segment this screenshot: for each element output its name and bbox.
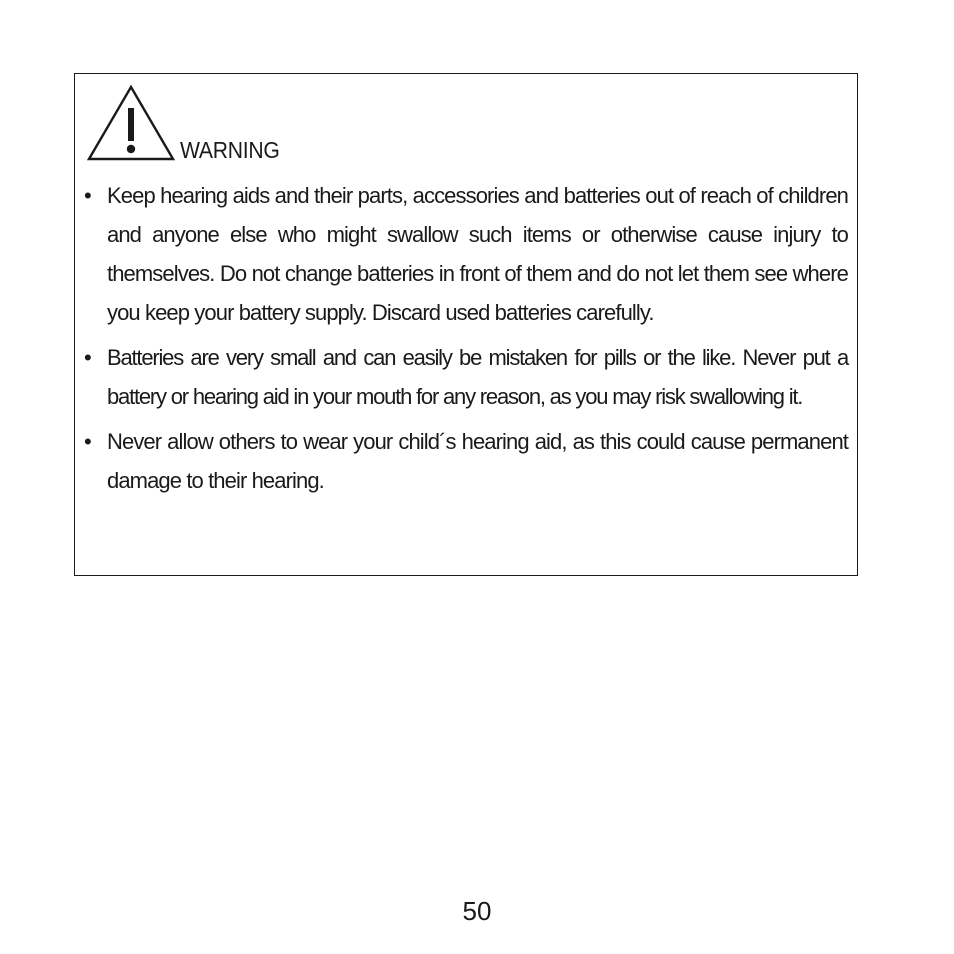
warning-list: [84, 176, 848, 506]
warning-title: WARNING: [180, 137, 280, 163]
list-item-text: Batteries are very small and can easily be mistaken for pills or the like. Never put a battery or hearing aid in your mouth for any reason, as you may risk swallowing it.: [107, 345, 848, 409]
page-number: 50: [462, 896, 492, 926]
warning-triangle-icon: [87, 84, 175, 162]
bullet-icon: •: [84, 345, 91, 370]
list-item: [84, 176, 848, 332]
bullet-icon: •: [84, 429, 91, 454]
warning-box: [74, 73, 858, 576]
list-item-text: Keep hearing aids and their parts, accessories and batteries out of reach of children and anyone else who might swallow such items or otherwise cause injury to themselves. Do not change batteries in front of them and do not let them see where you keep your battery supply. Discard used batteries carefully.: [107, 183, 848, 325]
list-item-text: Never allow others to wear your child´s hearing aid, as this could cause permanent damage to their hearing.: [107, 429, 848, 493]
list-item: [84, 338, 848, 416]
list-item: [84, 422, 848, 500]
warning-header: [87, 84, 288, 162]
bullet-icon: •: [84, 183, 91, 208]
